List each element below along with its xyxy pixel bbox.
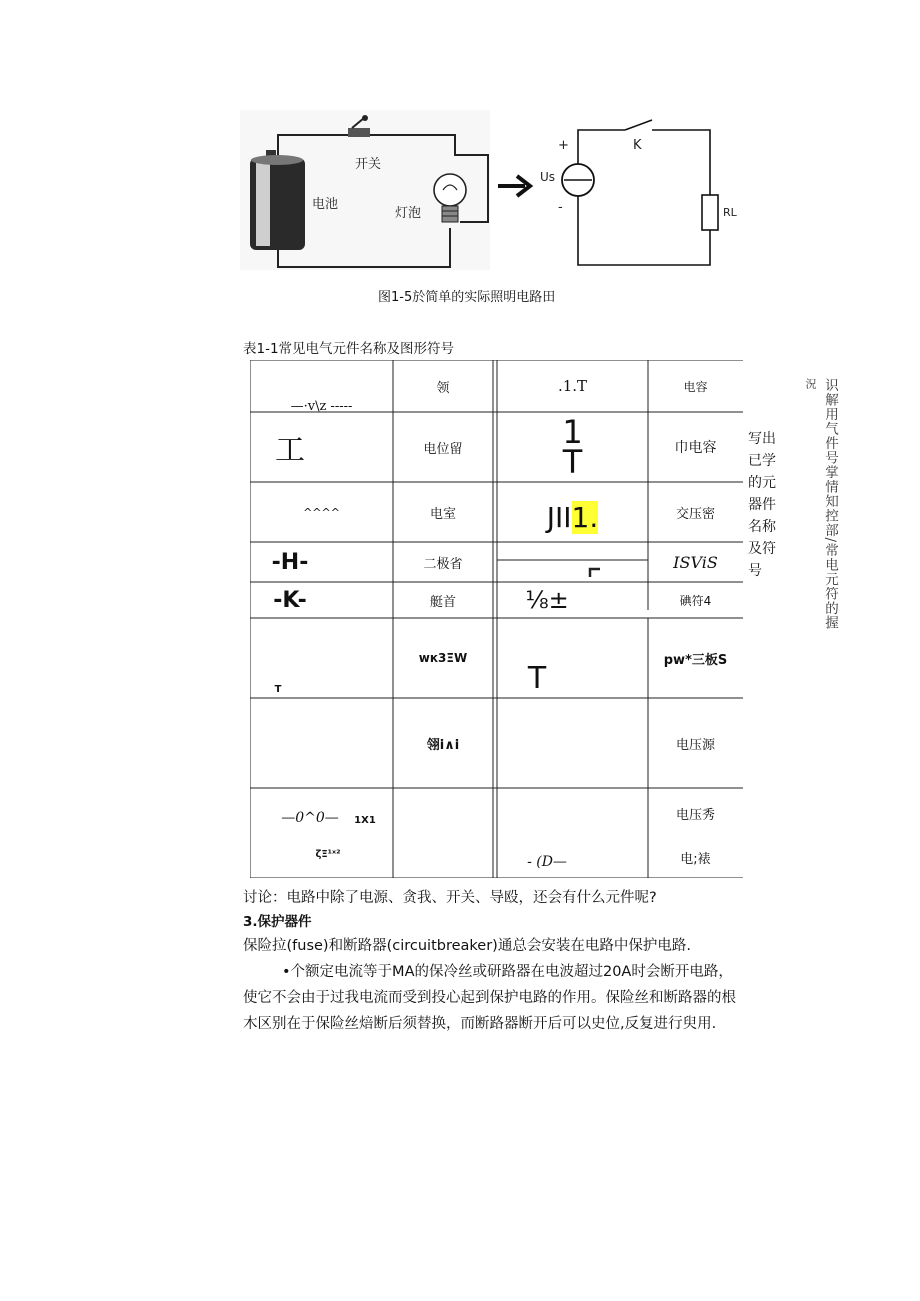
symbol-transformer-highlight: 1. bbox=[571, 500, 599, 534]
name-inductor: 电室 bbox=[429, 506, 456, 522]
discussion-line: 讨论：电路中除了电源、贪我、开关、导殴，还会有什么元件呢? bbox=[243, 890, 657, 906]
name-voltage-source: 电压源 bbox=[675, 737, 715, 753]
symbol-potentiometer: 工 bbox=[275, 433, 305, 468]
side-line: 已学 bbox=[748, 453, 776, 469]
name-electrolytic-capacitor: 巾电容 bbox=[674, 440, 717, 456]
name-row5-right: 碘符4 bbox=[679, 593, 712, 608]
name-transformer: 交压密 bbox=[675, 506, 715, 522]
symbol-transformer-text: JII bbox=[546, 500, 572, 534]
symbol-capacitor-text: .1.T bbox=[557, 377, 588, 395]
figure-caption: 图1-5於简单的实际照明电路田 bbox=[378, 290, 556, 305]
symbol-row8-c: ζΞ¹ˣ² bbox=[315, 848, 341, 860]
name-row4-right: ISViS bbox=[673, 552, 718, 572]
circuit-figure bbox=[240, 110, 770, 275]
symbol-row5-right: ⅛± bbox=[525, 586, 569, 614]
switch-label: 开关 bbox=[355, 157, 382, 172]
symbol-resistor: —·v\z ----- bbox=[290, 398, 353, 414]
source-label: Us bbox=[540, 170, 556, 184]
paragraph-2: •个额定电流等于MA的保冷丝或研路器在电波超过20A时会断开电路， bbox=[282, 964, 733, 980]
name-row8-a: 电压秀 bbox=[675, 807, 715, 823]
name-potentiometer: 电位留 bbox=[423, 441, 463, 457]
symbol-row8-a: —0^0— bbox=[281, 810, 339, 826]
symbol-diode: -H- bbox=[271, 549, 309, 575]
switch-k-label: K bbox=[633, 138, 642, 153]
arrow-icon bbox=[498, 176, 530, 196]
paragraph-3: 使它不会由于过我电流而受到投心起到保护电路的作用。保险丝和断路器的根 bbox=[243, 990, 736, 1006]
paragraph-1: 保险拉(fuse)和断路器(circuitbreaker)通总会安装在电路中保护电路. bbox=[243, 938, 691, 954]
battery-drawing bbox=[250, 150, 305, 250]
name-diode: 二极省 bbox=[423, 556, 463, 572]
side-line: 名称 bbox=[748, 519, 776, 535]
side-line: 的元 bbox=[748, 475, 776, 491]
symbol-electrolytic-bottom: T bbox=[562, 443, 583, 481]
symbol-transformer bbox=[497, 482, 648, 552]
side-line: 器件 bbox=[748, 497, 776, 513]
name-resistor: 领 bbox=[436, 380, 450, 396]
symbol-capacitor bbox=[497, 360, 648, 412]
symbol-inductor: ^^^^ bbox=[303, 505, 340, 519]
table-title: 表1-1常见电气元件名称及图形符号 bbox=[243, 341, 455, 357]
resistor-label: RL bbox=[723, 206, 737, 219]
symbol-row6-right: T bbox=[527, 660, 547, 696]
name-row6-right: pw*三板S bbox=[663, 652, 728, 668]
symbol-electrolytic-capacitor bbox=[497, 412, 648, 482]
minus-label: - bbox=[558, 200, 563, 215]
section-heading: 3.保护器件 bbox=[243, 914, 312, 930]
plus-label: + bbox=[558, 138, 569, 153]
symbol-table bbox=[250, 360, 743, 878]
side-line: 及符 bbox=[748, 541, 776, 557]
symbol-electrolytic-top: 1 bbox=[562, 413, 583, 451]
symbol-row6-left: T bbox=[274, 683, 282, 695]
name-triode: 艇首 bbox=[429, 594, 456, 610]
name-row7-left: 翎i∧i bbox=[426, 737, 460, 753]
name-row6-left: wк3ΞW bbox=[418, 651, 468, 665]
lamp-label: 灯泡 bbox=[395, 206, 422, 221]
symbol-triode: -K- bbox=[273, 587, 307, 613]
symbol-row8-b: 1X1 bbox=[354, 814, 376, 826]
paragraph-4: 木区别在于保险丝焙断后须替换，而断路器断开后可以史位,反复进行臾用. bbox=[243, 1016, 717, 1032]
battery-label: 电池 bbox=[312, 197, 339, 212]
side-line: 号 bbox=[748, 563, 762, 579]
name-row8-b: 电;裱 bbox=[680, 851, 711, 867]
side-line: 写出 bbox=[748, 431, 776, 447]
symbol-row8-right: - (D— bbox=[527, 854, 567, 870]
rotated-side-short: 況 bbox=[804, 378, 817, 390]
side-column-text bbox=[748, 428, 780, 582]
name-capacitor: 电容 bbox=[683, 379, 708, 394]
rotated-side-text: 识解用气件号掌情知控部/常电元符的握 bbox=[822, 378, 838, 631]
